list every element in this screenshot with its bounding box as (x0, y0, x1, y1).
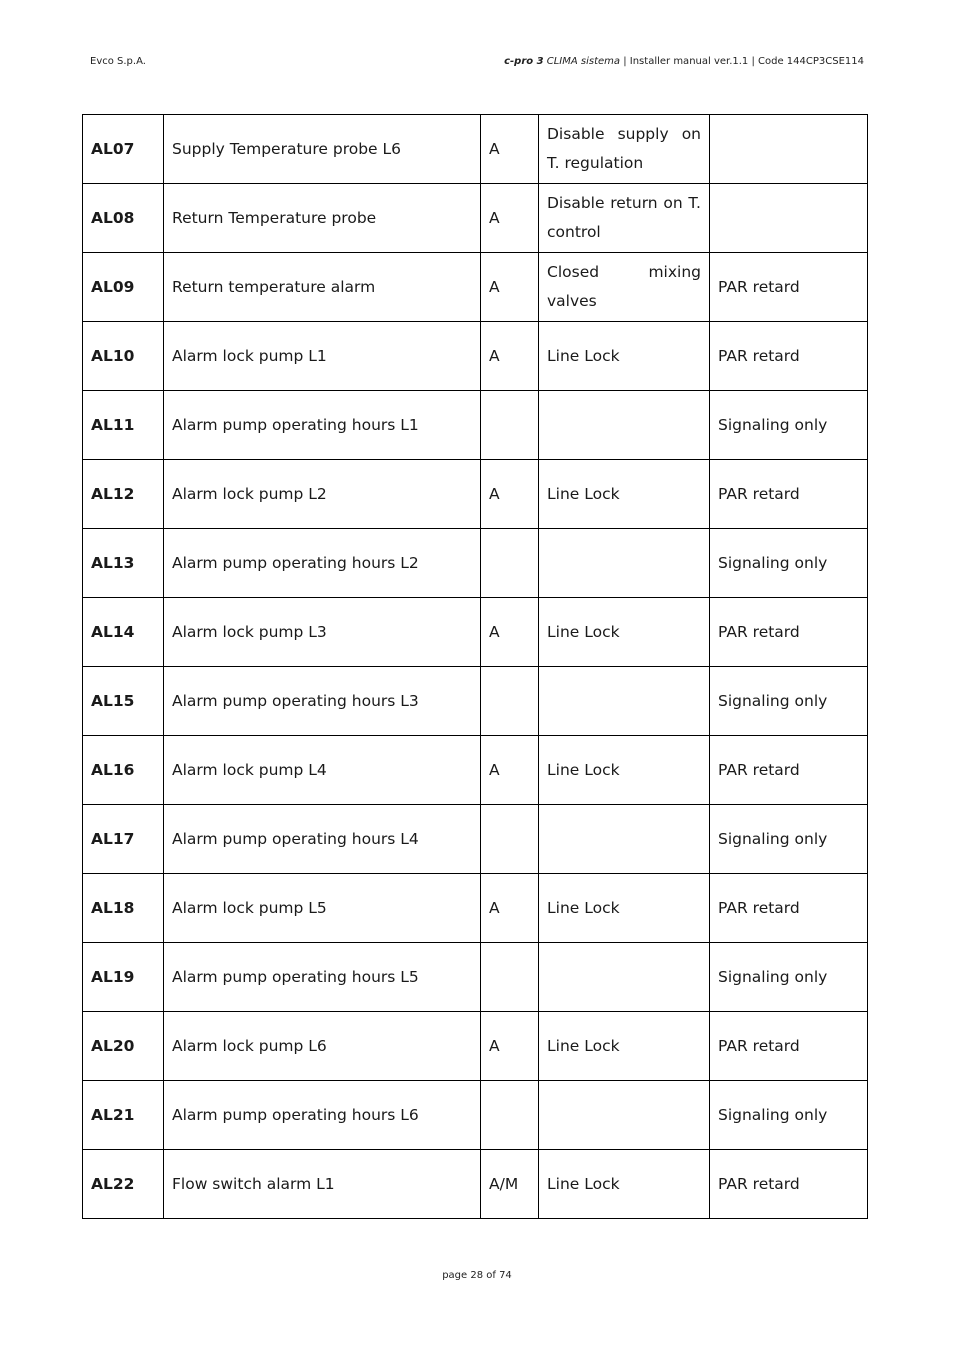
alarm-reset-type-cell: A (481, 115, 539, 184)
header-product-suffix: CLIMA sistema (543, 56, 621, 67)
alarm-reset-type-cell: A (481, 253, 539, 322)
alarm-notes-cell: Signaling only (710, 805, 868, 874)
table-row (83, 736, 868, 805)
table-row (83, 874, 868, 943)
alarm-description-cell: Alarm pump operating hours L2 (164, 529, 481, 598)
alarm-action-cell: Line Lock (539, 736, 710, 805)
alarm-reset-type-cell: A/M (481, 1150, 539, 1219)
table-row (83, 184, 868, 253)
alarm-notes-cell (710, 115, 868, 184)
alarm-reset-type-cell (481, 805, 539, 874)
alarm-reset-type-cell (481, 1081, 539, 1150)
alarm-description-cell: Flow switch alarm L1 (164, 1150, 481, 1219)
alarm-notes-cell: PAR retard (710, 322, 868, 391)
alarm-code-cell: AL11 (83, 391, 164, 460)
alarm-description-cell: Alarm pump operating hours L3 (164, 667, 481, 736)
table-row (83, 253, 868, 322)
table-row (83, 322, 868, 391)
table-row (83, 598, 868, 667)
alarm-action-cell (539, 667, 710, 736)
alarm-code-cell: AL09 (83, 253, 164, 322)
alarm-reset-type-cell: A (481, 736, 539, 805)
page-number: page 28 of 74 (442, 1270, 512, 1281)
alarm-action-cell (539, 943, 710, 1012)
alarm-description-cell: Alarm lock pump L1 (164, 322, 481, 391)
alarm-code-cell: AL18 (83, 874, 164, 943)
alarm-code-cell: AL12 (83, 460, 164, 529)
alarm-notes-cell: Signaling only (710, 1081, 868, 1150)
alarm-code-cell: AL17 (83, 805, 164, 874)
alarm-description-cell: Alarm pump operating hours L6 (164, 1081, 481, 1150)
alarm-notes-cell: PAR retard (710, 1012, 868, 1081)
table-row (83, 1081, 868, 1150)
alarm-action-cell: Line Lock (539, 1012, 710, 1081)
table-row (83, 805, 868, 874)
alarm-reset-type-cell: A (481, 184, 539, 253)
alarm-code-cell: AL08 (83, 184, 164, 253)
alarm-description-cell: Alarm lock pump L4 (164, 736, 481, 805)
alarm-description-cell: Alarm lock pump L5 (164, 874, 481, 943)
alarm-code-cell: AL10 (83, 322, 164, 391)
alarm-table (82, 114, 868, 1219)
alarm-notes-cell: Signaling only (710, 529, 868, 598)
table-row (83, 529, 868, 598)
alarm-notes-cell: PAR retard (710, 1150, 868, 1219)
alarm-description-cell: Alarm lock pump L3 (164, 598, 481, 667)
alarm-description-cell: Supply Temperature probe L6 (164, 115, 481, 184)
header-manual-code: | Installer manual ver.1.1 | Code 144CP3CSE114 (620, 56, 864, 67)
alarm-action-cell (539, 805, 710, 874)
alarm-action-cell (539, 391, 710, 460)
header-company: Evco S.p.A. (90, 56, 146, 67)
alarm-code-cell: AL15 (83, 667, 164, 736)
alarm-action-cell: Line Lock (539, 598, 710, 667)
table-row (83, 115, 868, 184)
table-row (83, 1150, 868, 1219)
alarm-reset-type-cell: A (481, 460, 539, 529)
alarm-description-cell: Return Temperature probe (164, 184, 481, 253)
alarm-action-cell (539, 529, 710, 598)
table-row (83, 460, 868, 529)
alarm-reset-type-cell: A (481, 598, 539, 667)
alarm-reset-type-cell (481, 391, 539, 460)
alarm-action-cell: Line Lock (539, 1150, 710, 1219)
alarm-code-cell: AL14 (83, 598, 164, 667)
alarm-reset-type-cell: A (481, 874, 539, 943)
alarm-code-cell: AL13 (83, 529, 164, 598)
alarm-code-cell: AL19 (83, 943, 164, 1012)
alarm-code-cell: AL20 (83, 1012, 164, 1081)
alarm-action-cell: Closed mixing valves (539, 253, 710, 322)
alarm-code-cell: AL22 (83, 1150, 164, 1219)
alarm-action-cell: Disable return on T. control (539, 184, 710, 253)
alarm-code-cell: AL07 (83, 115, 164, 184)
alarm-reset-type-cell (481, 667, 539, 736)
alarm-notes-cell: PAR retard (710, 874, 868, 943)
alarm-reset-type-cell: A (481, 1012, 539, 1081)
table-row (83, 1012, 868, 1081)
alarm-action-cell: Disable supply on T. regulation (539, 115, 710, 184)
table-row (83, 391, 868, 460)
alarm-description-cell: Alarm pump operating hours L1 (164, 391, 481, 460)
alarm-notes-cell: PAR retard (710, 253, 868, 322)
alarm-action-cell (539, 1081, 710, 1150)
table-row (83, 667, 868, 736)
alarm-description-cell: Alarm pump operating hours L5 (164, 943, 481, 1012)
alarm-action-cell: Line Lock (539, 322, 710, 391)
alarm-description-cell: Alarm lock pump L2 (164, 460, 481, 529)
alarm-reset-type-cell: A (481, 322, 539, 391)
alarm-notes-cell (710, 184, 868, 253)
header-product-name: c-pro 3 (504, 56, 544, 67)
header-manual-info (504, 56, 864, 67)
alarm-code-cell: AL16 (83, 736, 164, 805)
alarm-notes-cell: PAR retard (710, 460, 868, 529)
alarm-notes-cell: PAR retard (710, 736, 868, 805)
alarm-description-cell: Alarm pump operating hours L4 (164, 805, 481, 874)
alarm-description-cell: Return temperature alarm (164, 253, 481, 322)
alarm-notes-cell: PAR retard (710, 598, 868, 667)
alarm-notes-cell: Signaling only (710, 667, 868, 736)
alarm-action-cell: Line Lock (539, 460, 710, 529)
alarm-description-cell: Alarm lock pump L6 (164, 1012, 481, 1081)
alarm-reset-type-cell (481, 529, 539, 598)
alarm-notes-cell: Signaling only (710, 943, 868, 1012)
alarm-notes-cell: Signaling only (710, 391, 868, 460)
alarm-action-cell: Line Lock (539, 874, 710, 943)
table-row (83, 943, 868, 1012)
alarm-reset-type-cell (481, 943, 539, 1012)
alarm-code-cell: AL21 (83, 1081, 164, 1150)
